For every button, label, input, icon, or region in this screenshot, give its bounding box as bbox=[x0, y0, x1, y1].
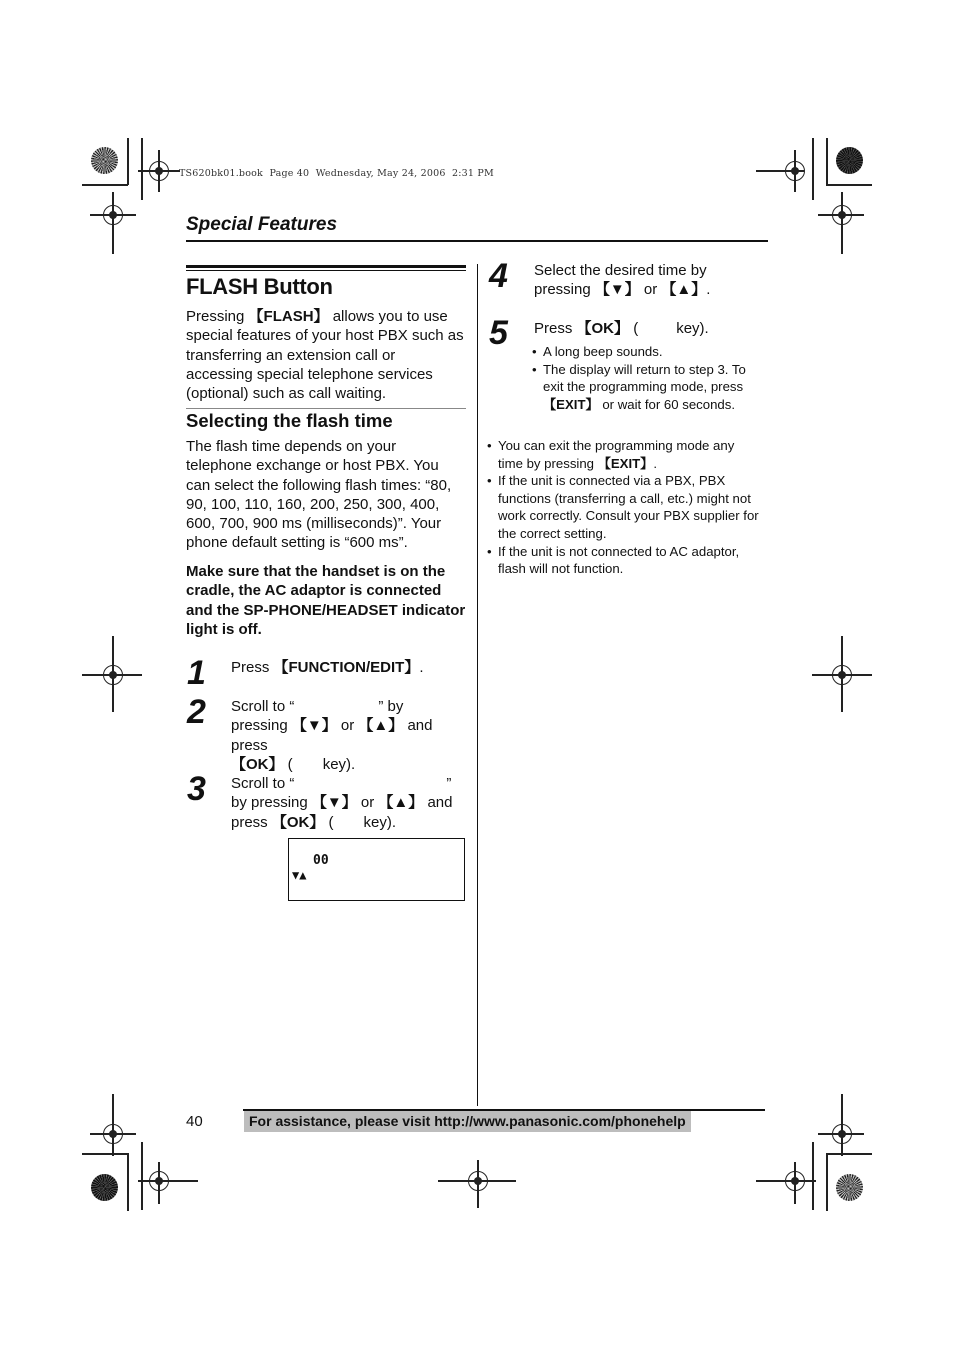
page-title: FLASH Button bbox=[186, 274, 333, 299]
step-number: 3 bbox=[187, 770, 206, 808]
step-2-text: Scroll to “ ” by pressing 【▼】 or 【▲】 and press 【OK】 ( key). bbox=[231, 698, 433, 773]
subheading-rule bbox=[186, 408, 466, 409]
registration-target-icon bbox=[832, 205, 852, 225]
display-line-1: 00 bbox=[313, 853, 329, 868]
registration-target-icon bbox=[103, 205, 123, 225]
registration-target-icon bbox=[103, 1124, 123, 1144]
display-screen bbox=[288, 838, 465, 901]
step-3-text: Scroll to “ ” by pressing 【▼】 or 【▲】 and press 【OK】 ( key). bbox=[231, 775, 453, 831]
assistance-banner: For assistance, please visit http://www.panasonic.com/phonehelp bbox=[244, 1111, 691, 1132]
registration-target-icon bbox=[149, 161, 169, 181]
subheading: Selecting the flash time bbox=[186, 410, 393, 431]
registration-target-icon bbox=[149, 1171, 169, 1191]
column-divider bbox=[477, 264, 478, 1106]
list-item: • If the unit is connected via a PBX, PBX functions (transferring a call, etc.) might not work correctly. Consult your PBX supplier for the correct setting. bbox=[487, 472, 769, 542]
intro-paragraph: Pressing 【FLASH】 allows you to use special features of your host PBX such as transferring an extension call or accessing special telephone services (optional) such as call waiting. bbox=[186, 308, 464, 403]
display-scroll-arrows-icon: ▼▲ bbox=[292, 868, 307, 882]
registration-star-icon bbox=[836, 147, 863, 174]
registration-target-icon bbox=[832, 1124, 852, 1144]
list-item: • You can exit the programming mode any time by pressing 【EXIT】. bbox=[487, 437, 769, 472]
registration-target-icon bbox=[785, 161, 805, 181]
list-item: • The display will return to step 3. To exit the programming mode, press 【EXIT】 or wait for 60 seconds. bbox=[532, 361, 770, 414]
registration-target-icon bbox=[468, 1171, 488, 1191]
registration-star-icon bbox=[91, 1174, 118, 1201]
registration-target-icon bbox=[103, 665, 123, 685]
description-paragraph: The flash time depends on your telephone exchange or host PBX. You can select the following flash times: “80, 90, 100, 110, 160, 200, 250, 300, 400, 600, 700, 900 ms (milliseconds)”. Your phone default setting is “600 ms”. bbox=[186, 438, 452, 552]
step-5-bullets bbox=[532, 343, 770, 413]
step-number: 5 bbox=[489, 314, 508, 352]
warning-paragraph: Make sure that the handset is on the cradle, the AC adaptor is connected and the SP-PHONE/HEADSET indicator light is off. bbox=[186, 563, 466, 638]
title-rule-thin bbox=[186, 270, 466, 271]
step-1-text: Press 【FUNCTION/EDIT】. bbox=[231, 659, 424, 676]
page-number: 40 bbox=[186, 1113, 203, 1130]
registration-target-icon bbox=[785, 1171, 805, 1191]
step-4-text: Select the desired time by pressing 【▼】 or 【▲】. bbox=[534, 262, 711, 299]
step-number: 1 bbox=[187, 654, 206, 692]
step-number: 4 bbox=[489, 257, 508, 295]
flash-key-label: 【FLASH】 bbox=[248, 308, 329, 325]
registration-star-icon bbox=[836, 1174, 863, 1201]
section-title: Special Features bbox=[186, 214, 338, 235]
title-rule-thick bbox=[186, 265, 466, 268]
print-job-slug: TS620bk01.book Page 40 Wednesday, May 24, 2006 2:31 PM bbox=[179, 168, 494, 179]
step-5-text: Press 【OK】 ( key). bbox=[534, 320, 709, 337]
notes-list bbox=[487, 437, 769, 578]
list-item: • If the unit is not connected to AC adaptor, flash will not function. bbox=[487, 543, 769, 578]
list-item: • A long beep sounds. bbox=[532, 343, 770, 361]
registration-target-icon bbox=[832, 665, 852, 685]
step-number: 2 bbox=[187, 693, 206, 731]
header-rule bbox=[186, 240, 768, 242]
registration-star-icon bbox=[91, 147, 118, 174]
